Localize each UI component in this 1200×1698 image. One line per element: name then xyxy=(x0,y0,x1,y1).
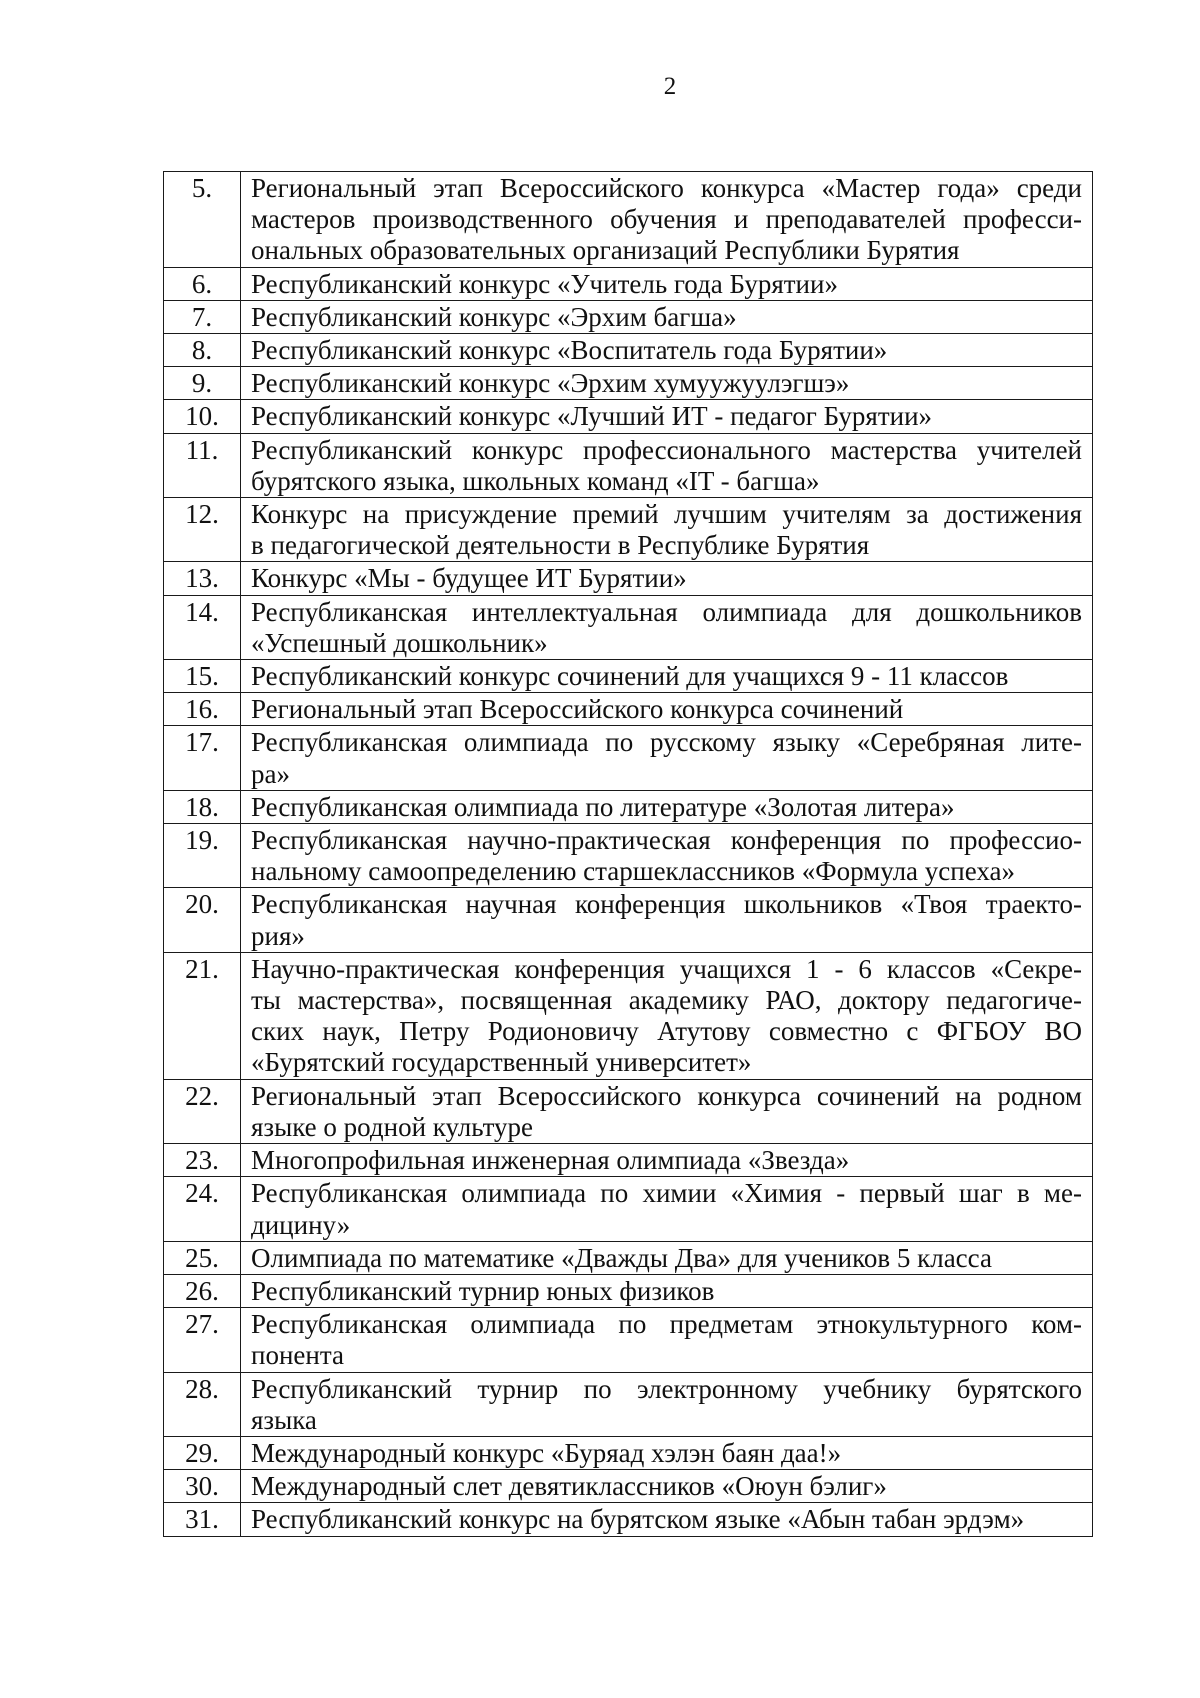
row-number: 25. xyxy=(164,1241,241,1274)
event-title xyxy=(241,660,1093,693)
page-number: 2 xyxy=(663,73,677,100)
event-title xyxy=(241,1241,1093,1274)
row-number: 13. xyxy=(164,562,241,595)
table-row xyxy=(164,693,1093,726)
event-title-line: Республиканский конкурс сочинений для учащихся 9 - 11 классов xyxy=(251,661,1009,692)
event-title-line: Многопрофильная инженерная олимпиада «Звезда» xyxy=(251,1145,850,1176)
row-number: 10. xyxy=(164,400,241,433)
event-title xyxy=(241,1274,1093,1307)
table-row xyxy=(164,433,1093,497)
event-title xyxy=(241,433,1093,497)
event-title xyxy=(241,952,1093,1079)
event-title-line: Республиканский конкурс «Воспитатель года Бурятии» xyxy=(251,335,888,366)
event-title xyxy=(241,595,1093,659)
event-title xyxy=(241,172,1093,268)
event-title xyxy=(241,400,1093,433)
row-number: 12. xyxy=(164,498,241,562)
row-number: 9. xyxy=(164,367,241,400)
event-title-line: «Успешный дошкольник» xyxy=(251,627,548,658)
event-title xyxy=(241,1470,1093,1503)
table-row xyxy=(164,1079,1093,1143)
event-title-line: Конкурс «Мы - будущее ИТ Бурятии» xyxy=(251,563,687,594)
event-title-line: «Бурятский государственный университет» xyxy=(251,1047,752,1078)
event-title-line: Республиканский конкурс «Учитель года Бурятии» xyxy=(251,268,838,299)
event-title xyxy=(241,562,1093,595)
row-number: 28. xyxy=(164,1372,241,1436)
row-number: 16. xyxy=(164,693,241,726)
table-row xyxy=(164,367,1093,400)
row-number: 27. xyxy=(164,1308,241,1372)
table-row xyxy=(164,1308,1093,1372)
event-title xyxy=(241,1308,1093,1372)
table-row xyxy=(164,400,1093,433)
row-number: 11. xyxy=(164,433,241,497)
table-row xyxy=(164,660,1093,693)
row-number: 23. xyxy=(164,1144,241,1177)
table-row xyxy=(164,1241,1093,1274)
event-title-line: Республиканская олимпиада по литературе «Золотая литера» xyxy=(251,791,955,822)
event-title-line: понента xyxy=(251,1340,344,1371)
table-row xyxy=(164,888,1093,952)
row-number: 15. xyxy=(164,660,241,693)
event-title xyxy=(241,498,1093,562)
event-title-line: Научно-практическая конференция учащихся 1 - 6 классов «Секре- xyxy=(251,953,1082,984)
row-number: 20. xyxy=(164,888,241,952)
row-number: 5. xyxy=(164,172,241,268)
event-title-line: Региональный этап Всероссийского конкурса сочинений на родном xyxy=(251,1080,1082,1111)
event-title xyxy=(241,267,1093,300)
row-number: 24. xyxy=(164,1177,241,1241)
event-title-line: рия» xyxy=(251,920,305,951)
event-title-line: Региональный этап Всероссийского конкурса сочинений xyxy=(251,694,904,725)
table-row xyxy=(164,595,1093,659)
events-table-body xyxy=(164,172,1093,1537)
event-title-line: мастеров производственного обучения и преподавателей професси- xyxy=(251,204,1082,235)
row-number: 17. xyxy=(164,726,241,790)
event-title-line: Республиканская интеллектуальная олимпиада для дошкольников xyxy=(251,596,1082,627)
row-number: 8. xyxy=(164,334,241,367)
row-number: 14. xyxy=(164,595,241,659)
table-row xyxy=(164,726,1093,790)
event-title xyxy=(241,1436,1093,1469)
row-number: 7. xyxy=(164,300,241,333)
table-row xyxy=(164,952,1093,1079)
event-title-line: ских наук, Петру Родионовичу Атутову совместно с ФГБОУ ВО xyxy=(251,1016,1082,1047)
event-title-line: Республиканская научная конференция школьников «Твоя траекто- xyxy=(251,889,1082,920)
table-row xyxy=(164,824,1093,888)
event-title-line: языка xyxy=(251,1404,317,1435)
event-title xyxy=(241,1144,1093,1177)
table-row xyxy=(164,790,1093,823)
row-number: 31. xyxy=(164,1503,241,1536)
event-title-line: ональных образовательных организаций Республики Бурятия xyxy=(251,235,960,266)
row-number: 30. xyxy=(164,1470,241,1503)
table-row xyxy=(164,1372,1093,1436)
event-title-line: Республиканский турнир по электронному учебнику бурятского xyxy=(251,1373,1082,1404)
event-title-line: Олимпиада по математике «Дважды Два» для учеников 5 класса xyxy=(251,1242,992,1273)
event-title-line: бурятского языка, школьных команд «IT - багша» xyxy=(251,465,820,496)
event-title xyxy=(241,1503,1093,1536)
event-title-line: нальному самоопределению старшеклассников «Формула успеха» xyxy=(251,856,1015,887)
row-number: 18. xyxy=(164,790,241,823)
event-title-line: Региональный этап Всероссийского конкурса «Мастер года» среди xyxy=(251,173,1082,203)
event-title-line: Международный конкурс «Буряад хэлэн баян даа!» xyxy=(251,1437,842,1468)
event-title-line: Республиканский конкурс «Эрхим хумуужуулэгшэ» xyxy=(251,368,850,399)
table-row xyxy=(164,498,1093,562)
event-title-line: Республиканский турнир юных физиков xyxy=(251,1275,715,1306)
row-number: 29. xyxy=(164,1436,241,1469)
event-title-line: Республиканский конкурс профессионального мастерства учителей xyxy=(251,434,1082,465)
event-title xyxy=(241,888,1093,952)
event-title xyxy=(241,693,1093,726)
event-title-line: Конкурс на присуждение премий лучшим учителям за достижения xyxy=(251,499,1082,530)
table-row xyxy=(164,1144,1093,1177)
event-title xyxy=(241,1372,1093,1436)
row-number: 21. xyxy=(164,952,241,1079)
event-title xyxy=(241,300,1093,333)
event-title xyxy=(241,824,1093,888)
event-title xyxy=(241,726,1093,790)
row-number: 22. xyxy=(164,1079,241,1143)
events-table xyxy=(163,171,1093,1537)
event-title-line: Республиканская олимпиада по химии «Химия - первый шаг в ме- xyxy=(251,1178,1082,1209)
event-title-line: в педагогической деятельности в Республике Бурятия xyxy=(251,530,870,561)
event-title-line: Республиканская олимпиада по предметам этнокультурного ком- xyxy=(251,1309,1082,1340)
event-title-line: языке о родной культуре xyxy=(251,1111,533,1142)
event-title-line: Республиканский конкурс «Лучший ИТ - педагог Бурятии» xyxy=(251,401,933,432)
event-title xyxy=(241,1079,1093,1143)
event-title-line: ра» xyxy=(251,758,290,789)
table-row xyxy=(164,562,1093,595)
event-title xyxy=(241,334,1093,367)
row-number: 19. xyxy=(164,824,241,888)
event-title-line: Международный слет девятиклассников «Оюун бэлиг» xyxy=(251,1471,887,1502)
row-number: 6. xyxy=(164,267,241,300)
event-title xyxy=(241,1177,1093,1241)
event-title-line: Республиканский конкурс «Эрхим багша» xyxy=(251,301,737,332)
table-row xyxy=(164,1436,1093,1469)
table-row xyxy=(164,1177,1093,1241)
event-title-line: Республиканская научно-практическая конференция по профессио- xyxy=(251,825,1082,856)
table-row xyxy=(164,334,1093,367)
event-title-line: ты мастерства», посвященная академику РАО, доктору педагогиче- xyxy=(251,985,1082,1016)
table-row xyxy=(164,172,1093,268)
event-title-line: Республиканская олимпиада по русскому языку «Серебряная лите- xyxy=(251,727,1082,758)
table-row xyxy=(164,1470,1093,1503)
table-row xyxy=(164,267,1093,300)
row-number: 26. xyxy=(164,1274,241,1307)
event-title xyxy=(241,790,1093,823)
event-title-line: дицину» xyxy=(251,1209,351,1240)
table-row xyxy=(164,1503,1093,1536)
event-title xyxy=(241,367,1093,400)
event-title-line: Республиканский конкурс на бурятском языке «Абын табан эрдэм» xyxy=(251,1504,1025,1535)
table-row xyxy=(164,300,1093,333)
table-row xyxy=(164,1274,1093,1307)
